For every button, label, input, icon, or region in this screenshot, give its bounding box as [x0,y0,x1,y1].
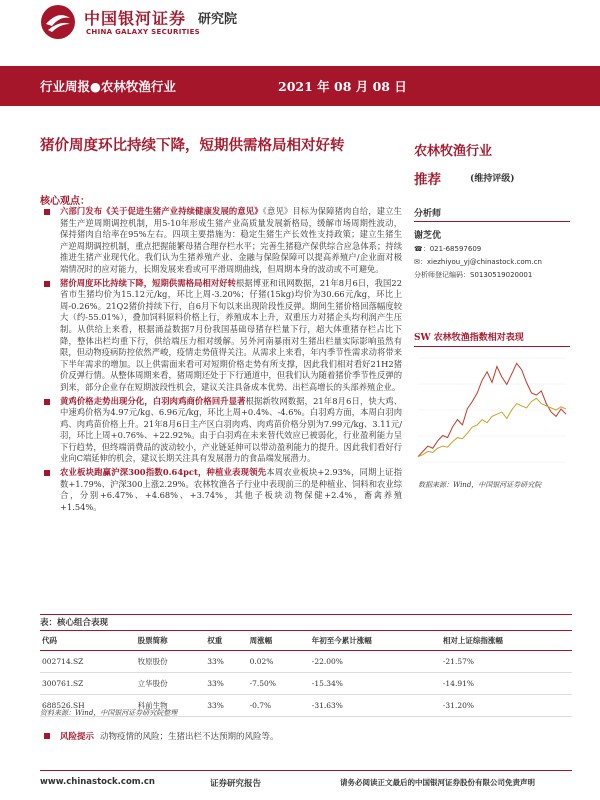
report-title: 猪价周度环比持续下降，短期供需格局相对好转 [40,137,345,154]
table-header-cell: 相对上证综指涨幅 [441,631,572,651]
table-cell: 牧原股份 [136,651,206,673]
bullet-square-icon [44,399,50,405]
chart-title: SW 农林牧渔指数相对表现 [414,330,570,347]
table-cell: -21.57% [441,651,572,673]
table-cell: -15.34% [310,673,441,695]
bullet-square-icon [44,209,50,215]
footer-website[interactable]: www.chinastock.com.cn [40,777,155,787]
table-cell: 688526.SH [40,695,136,717]
table-cell: -0.7% [248,695,310,717]
footer-doc-type: 证券研究报告 [210,779,262,789]
table-header-cell: 周涨幅 [248,631,310,651]
table-cell: 33% [205,695,247,717]
core-point-body: 《意见》目标为保障猪肉自给，建立生猪生产逆周期调控机制，用5-10年形成生猪产业高质量发展新格局，缓解市场周期性波动，保持猪肉自给率在95%左右。四项主要措施为：稳定生猪生产长效性支持政策；建立生猪生产逆周期调控机制，重点把握能繁母猪合理存栏水平；完善生猪稳产保供综合应急体系；持续推进生猪产业现代化。我们认为生猪养殖产业、金融与保险保障可以提高养殖户/企业面对极端情况时的应对能力，长期发展来看或可平滑周期曲线，但周期本身的波动或不可避免。 [60,206,402,274]
table-header-cell: 代码 [40,631,136,651]
core-point [40,396,402,466]
core-point-body: 根据博亚和讯网数据，21年8月6日，我国22省市生猪均价为15.12元/kg，环比上周-3.20%；仔猪(15kg)均价为30.66元/kg，环比上周-0.26%。21Q2猪价持续下行，自6月下旬以来出现阶段性反弹。期间生猪价格回落幅度较大（约-55.01%），叠加饲料原料价格上行，养殖成本上升，双重压力对猪企头均利润产生压制。从供给上来看，根据涌益数据7月份我国基础母猪存栏量下行，超大体重猪存栏占比下降，整体出栏均重下行，供给端压力相对缓解。另外河南暴雨对生猪出栏量实际影响虽然有限，但动物疫病防控依然严峻，疫情走势值得关注。从需求上来看，年内季节性需求动将带来下半年需求的增加。以上供需面来看可对短期价格走势有所支撑，因此我们相对看好21H2猪价反弹行情。从整体周期来看，猪周期还处于下行通道中，但我们认为随着猪价季节性反弹的到来，部分企业存在短期波段性机会，建议关注具备成本优势、出栏高增长的头部养殖企业。 [60,277,402,392]
table-cell: 科前生物 [136,695,206,717]
logo-name-cn: 中国银河证券 [84,9,187,28]
report-date: 2021 年 08 月 08 日 [278,79,407,94]
analyst-email[interactable]: ✉：xiezhiyou_yj@chinastock.com.cn [414,258,542,266]
table-cell: -7.50% [248,673,310,695]
bullet-square-icon [44,470,50,476]
bullet-square-icon [44,281,50,287]
core-point-lead: 猪价周度环比持续下降，短期供需格局相对好转 [60,277,236,288]
institute-label: 研究院 [198,12,238,27]
risk-body: 动物疫情的风险；生猪出栏不达预期的风险等。 [100,732,279,742]
table-cell: 33% [205,673,247,695]
chart-source: 数据来源：Wind，中国银河证券研究院 [418,481,542,489]
table-cell: 立华股份 [136,673,206,695]
table-cell: 002714.SZ [40,651,136,673]
analyst-heading: 分析师 [414,206,570,222]
table-source: 资料来源：Wind，中国银河证券研究院整理 [40,709,178,717]
galaxy-logo-icon [40,4,76,40]
table-title: 表：核心组合表现 [40,618,109,628]
core-point-lead: 农业板块跑赢沪深300指数0.64pct，种植业表现领先 [60,467,267,478]
rating-label: 推荐 [414,172,441,188]
core-point-body: 本周农业板块+2.93%，同期上证指数+1.79%、沪深300上涨2.29%。农林牧渔各子行业中表现前三的是种植业、饲料和农业综合，分别+6.47%、+4.68%、+3.74%，其他子板块动物保健+2.4%，畜禽养殖+1.54%。 [60,467,403,512]
report-type: 行业周报●农林牧渔行业 [40,79,176,94]
analyst-box [414,206,570,280]
rating-note: (维持评级) [470,174,515,184]
table-row [40,673,572,695]
table-header-cell: 权重 [205,631,247,651]
table-cell: 33% [205,651,247,673]
core-point [40,206,402,276]
analyst-phone: ☎：021-68597609 [414,245,482,253]
report-banner [0,66,600,106]
footer-disclaimer: 请务必阅读正文最后的中国银河证券股份有限公司免责声明 [340,778,535,787]
table-cell: -22.00% [310,651,441,673]
core-point-body: 根据新牧网数据，21年8月6日，快大鸡、中速鸡价格为4.97元/kg、6.96元/kg，环比上周+0.4%、-4.6%。白羽鸡方面，本周白羽肉鸡、肉鸡苗价格上升。21年8月6日主产区白羽肉鸡、肉鸡苗价格分别为7.99元/kg、3.11元/羽，环比上周+0.76%、+22.92%。由于白羽鸡在未来替代效应已被弱化，行业盈利能力呈下行趋势，但终端消费品的波动较小，产业链延伸可以带动盈利能力的提升。因此我们看好行业向C端延伸的机会，建议长期关注具有发展潜力的食品端发展潜力。 [60,395,402,464]
index-performance-chart [414,350,570,470]
chart-series-line-2 [418,398,566,456]
sector-label: 农林牧渔行业 [414,144,493,159]
risk-warning [40,730,279,742]
report-header [0,0,600,60]
table-header-cell: 股票简称 [136,631,206,651]
table-header-row [40,631,572,651]
analyst-name: 谢芝优 [414,231,442,241]
portfolio-table [40,630,572,717]
analyst-cert: 分析师登记编码：S0130519020001 [414,271,533,279]
table-row [40,651,572,673]
table-divider [40,614,572,615]
core-point-lead: 六部门发布《关于促进生猪产业持续健康发展的意见》 [60,206,263,216]
table-cell: -31.20% [441,695,572,717]
logo-name-en: CHINA GALAXY SECURITIES [86,28,200,36]
core-point-lead: 黄鸡价格走势出现分化，白羽肉鸡商价格回升显著 [60,395,246,406]
table-cell: 300761.SZ [40,673,136,695]
bullet-square-icon [44,733,50,739]
core-point [40,467,402,513]
risk-lead: 风险提示 [60,732,95,742]
core-points-heading: 核心观点： [40,196,90,207]
footer-divider [40,770,572,771]
table-cell: -14.91% [441,673,572,695]
core-points-list [40,206,402,515]
table-cell: -31.63% [310,695,441,717]
core-point [40,278,402,394]
table-header-cell: 年初至今累计涨幅 [310,631,441,651]
table-cell: 0.02% [248,651,310,673]
